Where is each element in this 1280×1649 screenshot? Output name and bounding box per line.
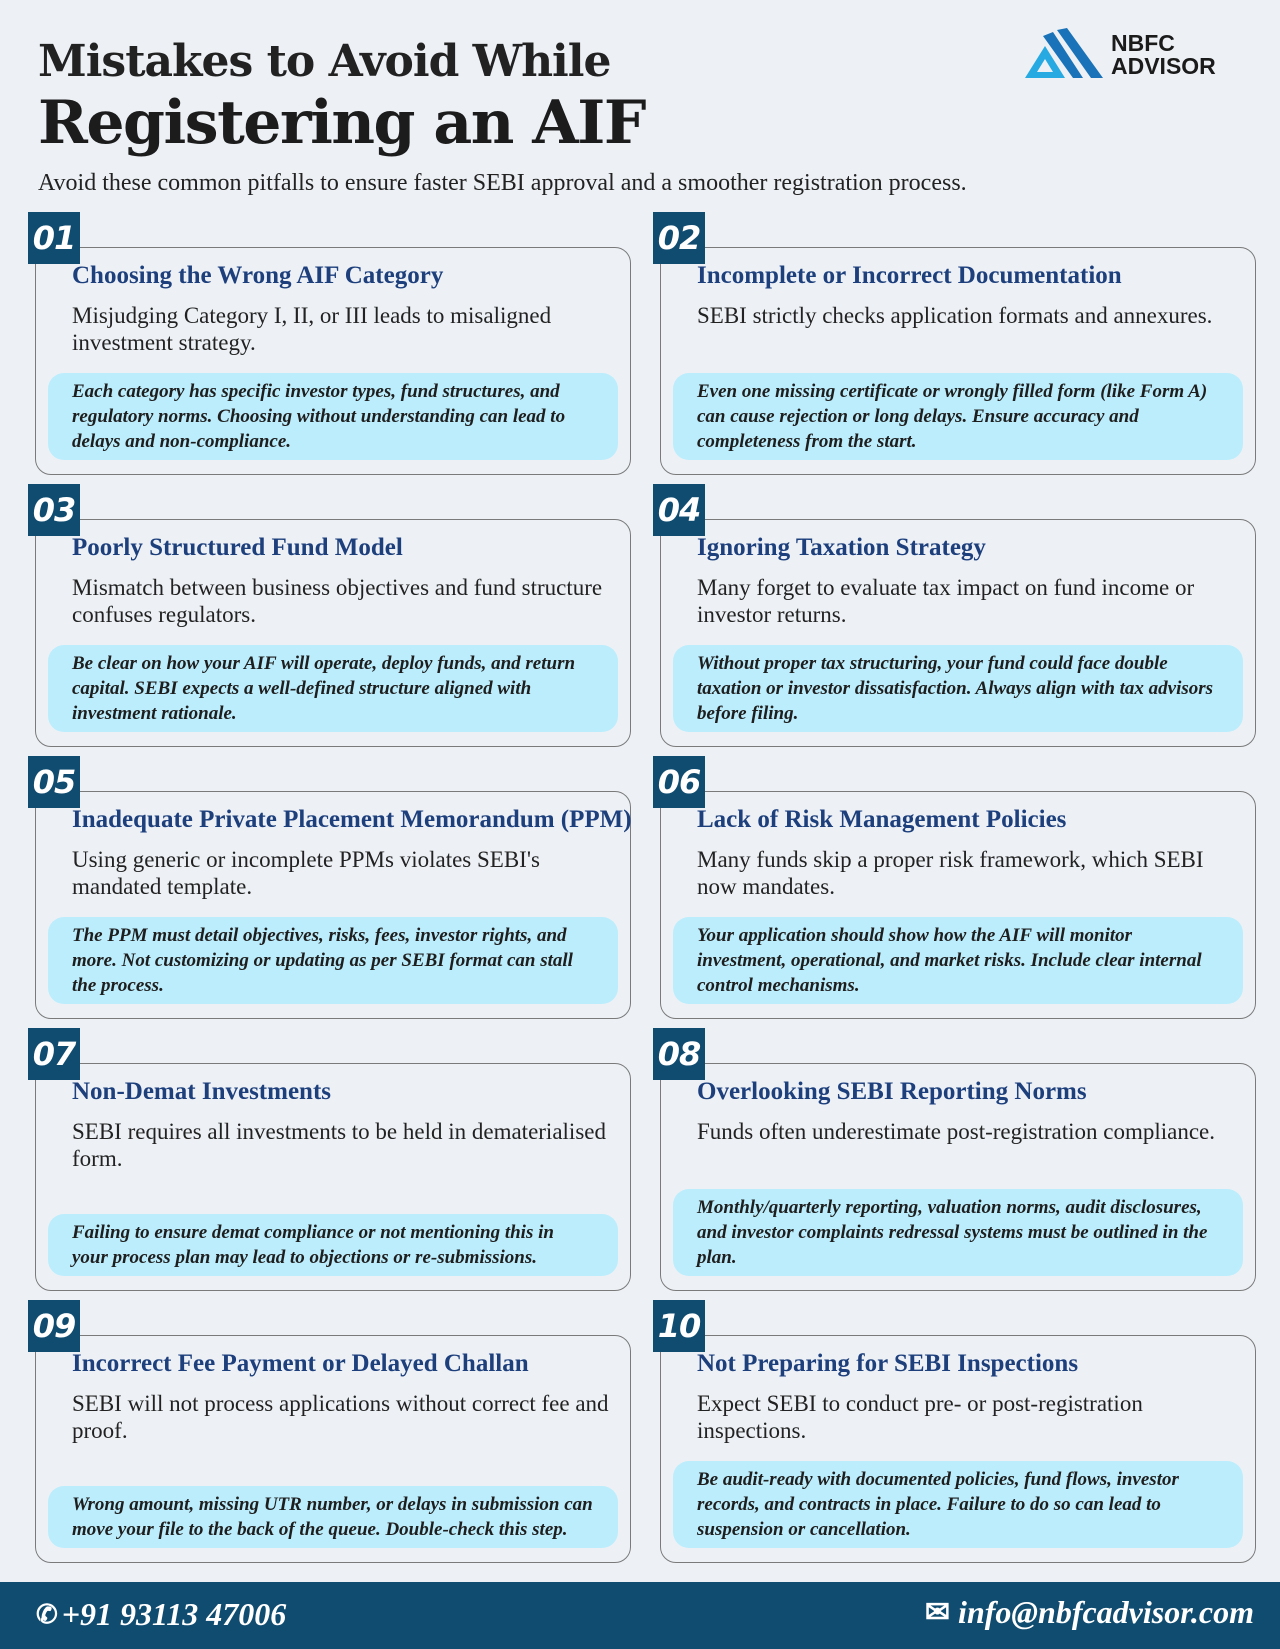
card-body: Many forget to evaluate tax impact on fund income or investor returns.: [697, 575, 1195, 627]
card-title: Lack of Risk Management Policies: [697, 806, 1067, 833]
card-title: Inadequate Private Placement Memorandum (PPM): [72, 806, 632, 833]
title-line-1: Mistakes to Avoid While: [38, 36, 611, 87]
number-badge: 09: [28, 1300, 80, 1352]
mistake-card: [32, 1307, 631, 1563]
card-body: Mismatch between business objectives and fund structure confuses regulators.: [72, 575, 603, 627]
mail-icon: ✉: [924, 1596, 951, 1629]
card-title: Overlooking SEBI Reporting Norms: [697, 1078, 1087, 1105]
mistake-card: [657, 1307, 1256, 1563]
card-body: Many funds skip a proper risk framework, which SEBI now mandates.: [697, 847, 1204, 899]
mistake-card: [657, 219, 1256, 475]
card-title: Poorly Structured Fund Model: [72, 534, 403, 561]
card-note: Be audit-ready with documented policies, fund flows, investor records, and contracts in place. Failure to do so can lead to suspension or cancellation.: [673, 1461, 1243, 1548]
card-note: Your application should show how the AIF will monitor investment, operational, and market risks. Include clear internal control mechanisms.: [673, 917, 1243, 1004]
number-badge: 04: [653, 484, 705, 536]
card-note: Be clear on how your AIF will operate, deploy funds, and return capital. SEBI expects a well-defined structure aligned with investment rationale.: [48, 645, 618, 732]
number-badge: 08: [653, 1028, 705, 1080]
card-title: Incorrect Fee Payment or Delayed Challan: [72, 1350, 529, 1377]
number-badge: 05: [28, 756, 80, 808]
mistake-card: [32, 219, 631, 475]
card-body: Expect SEBI to conduct pre- or post-registration inspections.: [697, 1391, 1143, 1443]
number-badge: 01: [28, 212, 80, 264]
logo-text-2: ADVISOR: [1111, 53, 1216, 79]
mistake-card: [32, 763, 632, 1019]
email-contact[interactable]: [925, 1594, 1254, 1631]
card-body: SEBI requires all investments to be held in dematerialised form.: [72, 1119, 606, 1171]
card-body: Using generic or incomplete PPMs violates SEBI's mandated template.: [72, 847, 540, 899]
mountain-logo-icon: [1025, 28, 1105, 82]
phone-contact[interactable]: [36, 1596, 286, 1633]
phone-number[interactable]: +91 93113 47006: [61, 1596, 287, 1632]
logo-text-1: NBFC: [1111, 30, 1175, 56]
subtitle: Avoid these common pitfalls to ensure faster SEBI approval and a smoother registration process.: [38, 170, 967, 196]
card-body: Misjudging Category I, II, or III leads to misaligned investment strategy.: [72, 303, 552, 355]
number-badge: 03: [28, 484, 80, 536]
email-address[interactable]: info@nbfcadvisor.com: [958, 1594, 1254, 1630]
number-badge: 07: [28, 1028, 80, 1080]
card-note: Even one missing certificate or wrongly filled form (like Form A) can cause rejection or long delays. Ensure accuracy and completeness from the start.: [673, 373, 1243, 460]
card-title: Non-Demat Investments: [72, 1078, 331, 1105]
number-badge: 06: [653, 756, 705, 808]
card-note: The PPM must detail objectives, risks, fees, investor rights, and more. Not customizing or updating as per SEBI format can stall the process.: [48, 917, 618, 1004]
card-title: Not Preparing for SEBI Inspections: [697, 1350, 1079, 1377]
card-title: Incomplete or Incorrect Documentation: [697, 262, 1122, 289]
card-body: Funds often underestimate post-registration compliance.: [697, 1119, 1216, 1144]
footer: [0, 1582, 1280, 1649]
card-note: Monthly/quarterly reporting, valuation norms, audit disclosures, and investor complaints redressal systems must be outlined in the plan.: [673, 1189, 1243, 1276]
card-body: SEBI strictly checks application formats and annexures.: [697, 303, 1213, 328]
logo: [1025, 28, 1216, 82]
card-title: Ignoring Taxation Strategy: [697, 534, 986, 561]
card-title: Choosing the Wrong AIF Category: [72, 262, 444, 289]
card-body: SEBI will not process applications without correct fee and proof.: [72, 1391, 609, 1443]
card-note: Wrong amount, missing UTR number, or delays in submission can move your file to the back of the queue. Double-check this step.: [48, 1486, 618, 1548]
card-note: Failing to ensure demat compliance or not mentioning this in your process plan may lead to objections or re-submissions.: [48, 1214, 618, 1276]
title-line-2: Registering an AIF: [38, 88, 645, 158]
mistake-card: [657, 1035, 1256, 1291]
number-badge: 02: [653, 212, 705, 264]
mistake-card: [32, 1035, 631, 1291]
card-note: Without proper tax structuring, your fund could face double taxation or investor dissatisfaction. Always align with tax advisors before filing.: [673, 645, 1243, 732]
number-badge: 10: [653, 1300, 705, 1352]
phone-icon: ✆: [36, 1599, 58, 1629]
mistake-card: [657, 491, 1256, 747]
mistake-card: [657, 763, 1256, 1019]
card-note: Each category has specific investor types, fund structures, and regulatory norms. Choosing without understanding can lead to delays and non-compliance.: [48, 373, 618, 460]
mistake-card: [32, 491, 631, 747]
